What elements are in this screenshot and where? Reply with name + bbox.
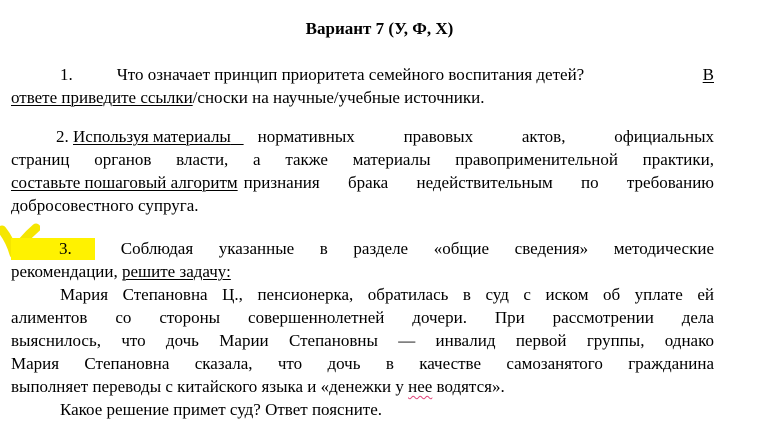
q2-number: 2. (56, 127, 69, 146)
q3-para-line-1: Мария Степановна Ц., пенсионерка, обратилась в суд с иском об уплате ей (60, 285, 714, 304)
q2-line-1-right (258, 126, 714, 148)
spellcheck-word: нее (408, 377, 433, 396)
q2-line-3 (11, 172, 714, 194)
q3-number: 3. (59, 239, 72, 258)
q3-para-line-3: выяснилось, что дочь Марии Степановны — инвалид первой группы, однако (11, 331, 714, 350)
q3-text-d: водятся». (436, 377, 505, 396)
q1-text-a: Что означает принцип приоритета семейного воспитания детей? (116, 65, 585, 84)
q2-text-underlined-a: Используя материалы (73, 127, 231, 146)
q3-question: Какое решение примет суд? Ответ поясните. (60, 400, 383, 419)
q3-line-2 (11, 261, 714, 283)
q3-text-c: выполняет переводы с китайского языка и «денежки у (11, 377, 404, 396)
q1-text-b: /сноски на научные/учебные источники. (192, 88, 485, 107)
document-title: Вариант 7 (У, Ф, Х) (305, 19, 454, 38)
q2-line-1-left (11, 126, 244, 148)
q2-text-underlined-b: составьте пошаговый алгоритм (11, 173, 238, 192)
q1-text-underlined-b: ответе приведите ссылки (11, 88, 193, 107)
q2-line-1 (11, 126, 714, 148)
q2-line-2: страниц органов власти, а также материалы правоприменительной практики, (11, 150, 714, 169)
q3-para-line-5 (11, 376, 714, 398)
q1-number: 1. (60, 65, 73, 84)
q2-text-b: признания брака недействительным по требованию (243, 173, 714, 192)
q3-text-underlined: решите задачу: (122, 262, 231, 281)
q3-para-line-2: алиментов со стороны совершеннолетней дочери. При рассмотрении дела (11, 308, 714, 327)
q1-text-underlined-a: В (702, 65, 714, 84)
q3-text-a: Соблюдая указанные в разделе «общие сведения» методические (120, 239, 714, 258)
q2-text-a: нормативных правовых актов, официальных (257, 127, 714, 146)
q3-line-1 (11, 238, 714, 260)
q1-line-1 (11, 64, 714, 86)
q1-line-1-text (117, 64, 714, 86)
q3-text-b: рекомендации, (11, 262, 118, 281)
q2-line-4: добросовестного супруга. (11, 196, 199, 215)
q3-para-line-4: Мария Степановна сказала, что дочь в качестве самозанятого гражданина (11, 354, 714, 373)
q3-number-highlight (11, 238, 95, 260)
q1-line-2 (11, 87, 714, 109)
